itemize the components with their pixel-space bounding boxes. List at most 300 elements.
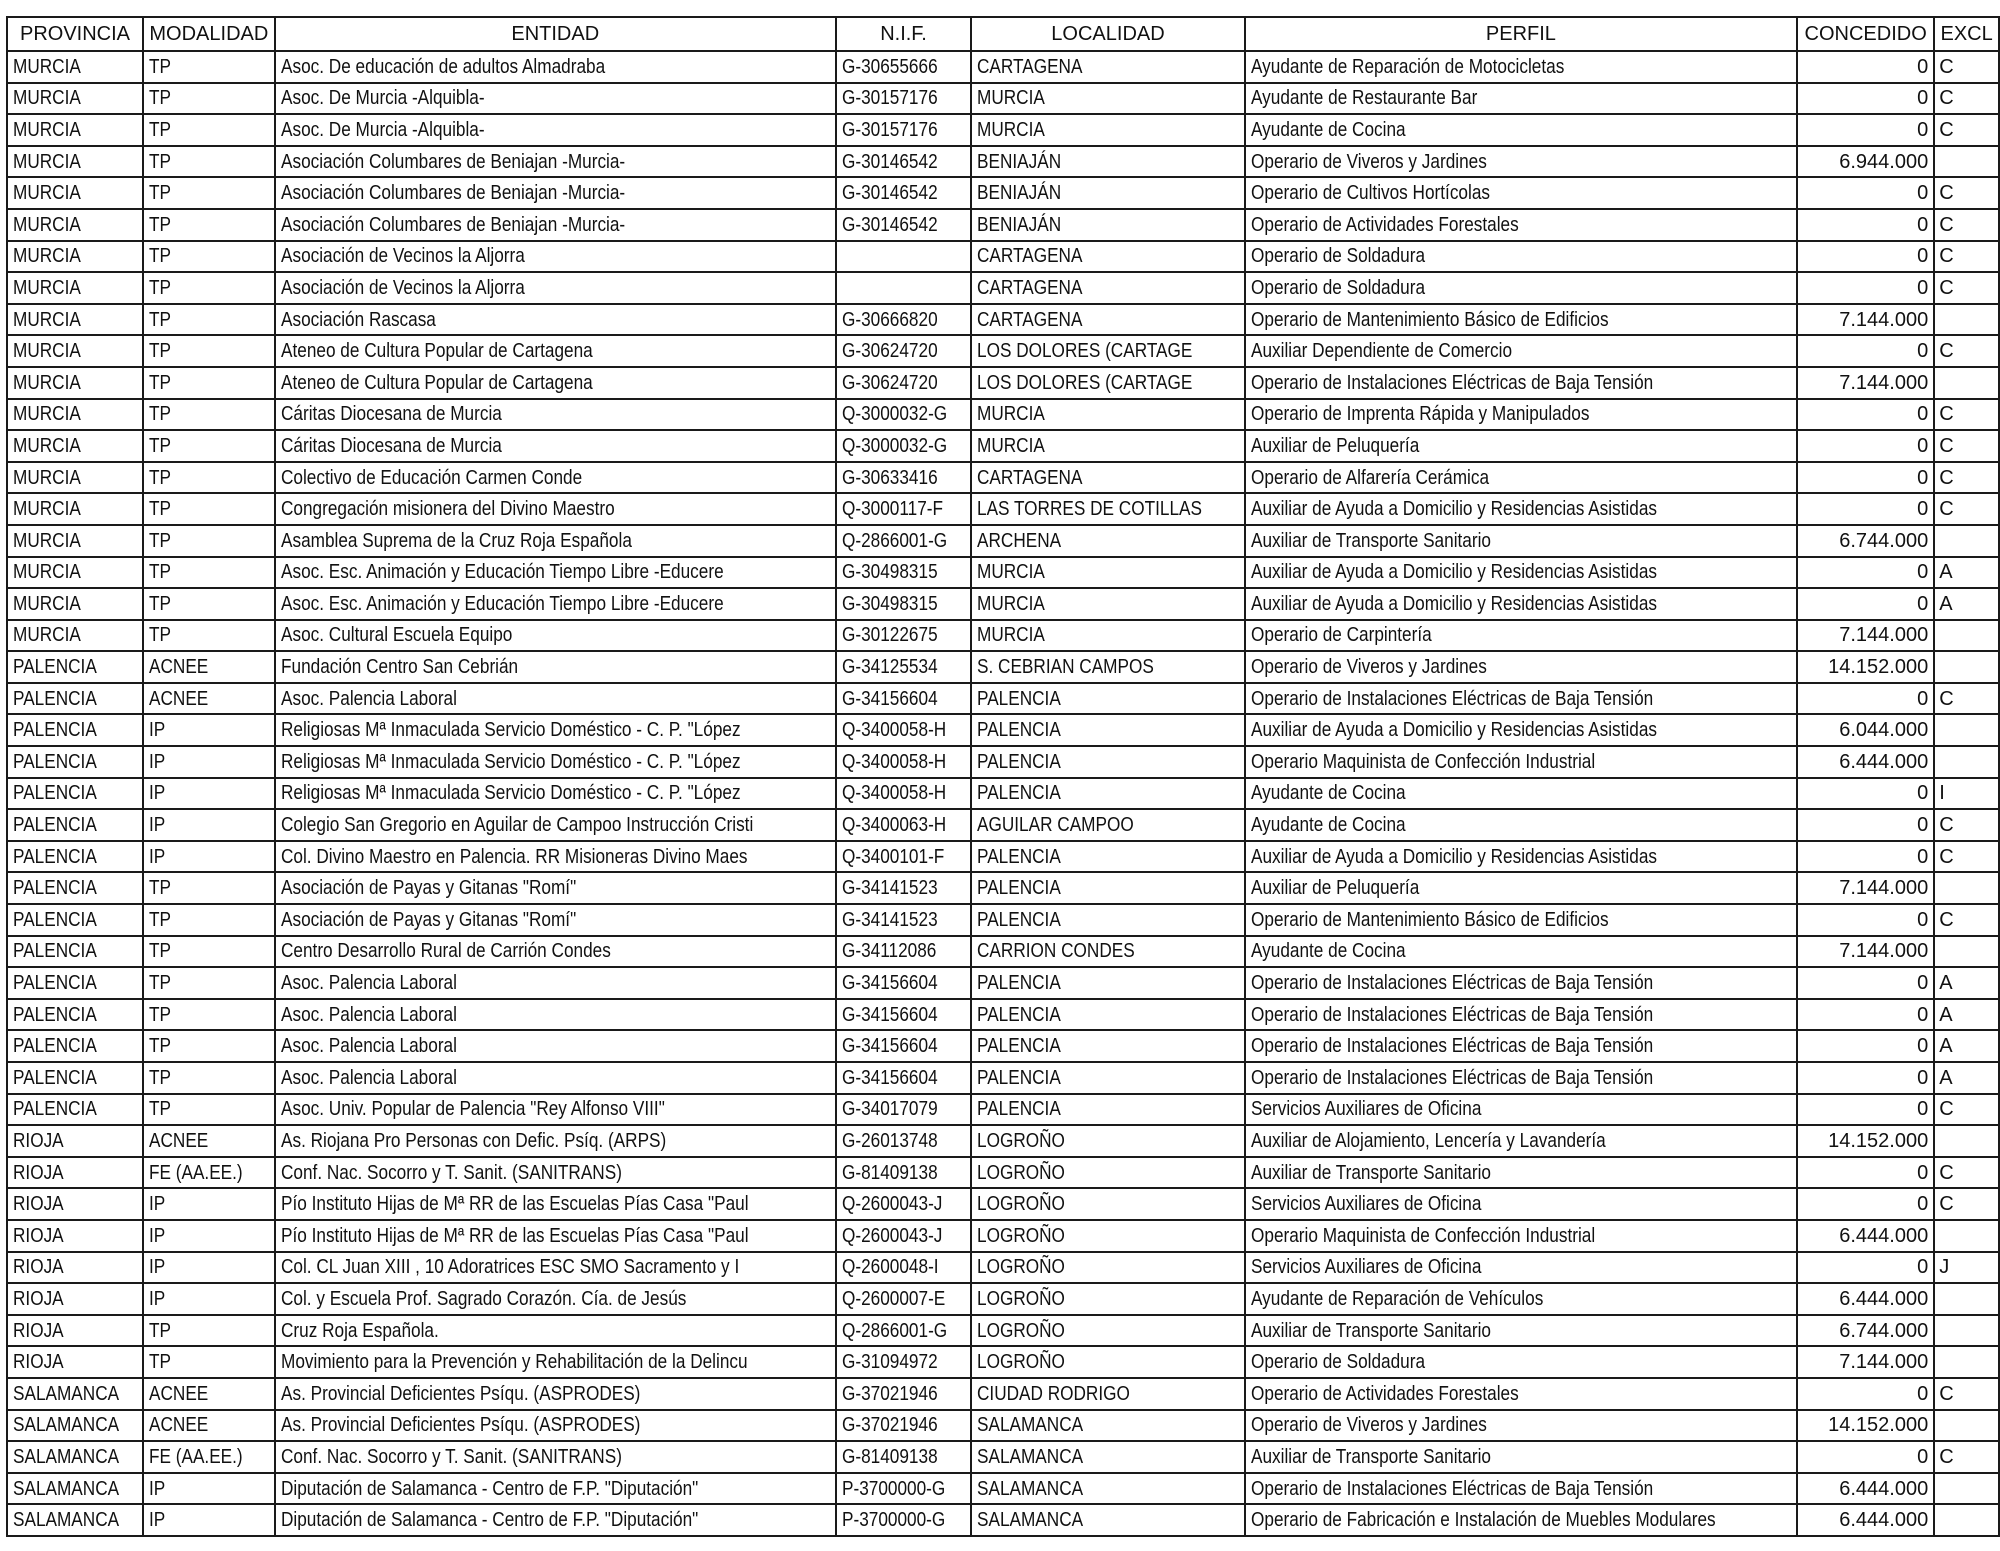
nif-value: Q-2600048-I (841, 1256, 939, 1279)
provincia-value: MURCIA (13, 561, 81, 584)
nif-value: G-30157176 (841, 118, 938, 141)
provincia-value: PALENCIA (13, 1066, 97, 1089)
provincia-value: MURCIA (13, 308, 81, 331)
concedido-value: 0 (1917, 118, 1929, 141)
modalidad-value: TP (149, 466, 171, 489)
modalidad-cell (143, 51, 275, 83)
localidad-value: BENIAJÁN (977, 213, 1062, 236)
localidad-value: PALENCIA (977, 1035, 1062, 1058)
excl-cell (1934, 904, 1999, 936)
concedido-cell (1797, 1473, 1934, 1505)
nif-value: Q-2866001-G (841, 529, 948, 552)
header-entidad: ENTIDAD (275, 17, 836, 51)
localidad-value: LAS TORRES DE COTILLAS (977, 498, 1203, 521)
perfil-value: Operario de Instalaciones Eléctricas de Baja Tensión (1250, 1477, 1653, 1500)
provincia-value: PALENCIA (13, 687, 97, 710)
provincia-value: PALENCIA (13, 750, 97, 773)
localidad-value: LOGROÑO (977, 1161, 1066, 1184)
excl-value: C (1939, 1098, 1954, 1121)
localidad-value: LOGROÑO (977, 1319, 1066, 1342)
excl-cell (1934, 1252, 1999, 1284)
concedido-cell (1797, 620, 1934, 652)
table-row (7, 209, 1999, 241)
concedido-cell (1797, 936, 1934, 968)
entidad-cell (275, 209, 836, 241)
concedido-value: 7.144.000 (1839, 1351, 1929, 1374)
entidad-cell (275, 462, 836, 494)
entidad-value: Cáritas Diocesana de Murcia (280, 434, 502, 457)
concedido-value: 0 (1917, 1035, 1929, 1058)
nif-cell (836, 841, 971, 873)
localidad-cell (971, 209, 1245, 241)
modalidad-value: ACNEE (149, 656, 209, 679)
excl-cell (1934, 241, 1999, 273)
excl-value: C (1939, 908, 1954, 931)
concedido-value: 0 (1917, 1382, 1929, 1405)
localidad-cell (971, 936, 1245, 968)
table-body (7, 51, 1999, 1536)
localidad-value: PALENCIA (977, 972, 1062, 995)
modalidad-value: TP (149, 182, 171, 205)
provincia-cell (7, 1094, 143, 1126)
nif-value: Q-3000117-F (841, 498, 943, 521)
entidad-value: Asoc. De Murcia -Alquibla- (280, 118, 485, 141)
table-row (7, 1094, 1999, 1126)
localidad-value: LOGROÑO (977, 1193, 1066, 1216)
perfil-value: Ayudante de Restaurante Bar (1250, 87, 1478, 110)
nif-value: G-30146542 (841, 150, 938, 173)
localidad-cell (971, 114, 1245, 146)
nif-cell (836, 620, 971, 652)
localidad-value: SALAMANCA (977, 1414, 1084, 1437)
modalidad-value: IP (149, 814, 166, 837)
table-row (7, 1346, 1999, 1378)
localidad-value: PALENCIA (977, 750, 1062, 773)
nif-cell (836, 367, 971, 399)
perfil-value: Operario de Viveros y Jardines (1250, 150, 1487, 173)
perfil-value: Auxiliar de Peluquería (1250, 434, 1420, 457)
concedido-value: 14.152.000 (1828, 1129, 1929, 1152)
entidad-cell (275, 588, 836, 620)
modalidad-cell (143, 209, 275, 241)
perfil-value: Auxiliar de Transporte Sanitario (1250, 1445, 1491, 1468)
entidad-cell (275, 1252, 836, 1284)
localidad-cell (971, 1410, 1245, 1442)
table-row (7, 683, 1999, 715)
provincia-cell (7, 557, 143, 589)
table-row (7, 430, 1999, 462)
concedido-cell (1797, 399, 1934, 431)
excl-cell (1934, 146, 1999, 178)
entidad-cell (275, 841, 836, 873)
entidad-value: Asoc. Palencia Laboral (280, 1035, 457, 1058)
localidad-cell (971, 967, 1245, 999)
concedido-value: 7.144.000 (1839, 624, 1929, 647)
provincia-value: PALENCIA (13, 908, 97, 931)
localidad-cell (971, 872, 1245, 904)
nif-cell (836, 1315, 971, 1347)
localidad-cell (971, 588, 1245, 620)
concedido-value: 0 (1917, 434, 1929, 457)
concedido-cell (1797, 1283, 1934, 1315)
entidad-value: Asociación Columbares de Beniajan -Murcia- (280, 213, 625, 236)
perfil-cell (1245, 936, 1797, 968)
entidad-value: Religiosas Mª Inmaculada Servicio Doméstico - C. P. "López (280, 719, 741, 742)
concedido-cell (1797, 146, 1934, 178)
provincia-value: RIOJA (13, 1287, 64, 1310)
provincia-cell (7, 525, 143, 557)
concedido-cell (1797, 967, 1934, 999)
perfil-cell (1245, 493, 1797, 525)
provincia-value: PALENCIA (13, 1098, 97, 1121)
provincia-cell (7, 83, 143, 115)
excl-cell (1934, 967, 1999, 999)
nif-cell (836, 1188, 971, 1220)
localidad-value: MURCIA (977, 403, 1046, 426)
perfil-cell (1245, 1062, 1797, 1094)
excl-cell (1934, 1220, 1999, 1252)
localidad-cell (971, 809, 1245, 841)
concedido-value: 0 (1917, 814, 1929, 837)
header-excl: EXCL (1934, 17, 1999, 51)
table-row (7, 367, 1999, 399)
localidad-value: PALENCIA (977, 1003, 1062, 1026)
modalidad-cell (143, 272, 275, 304)
entidad-value: Asoc. Palencia Laboral (280, 1003, 457, 1026)
provincia-cell (7, 1346, 143, 1378)
localidad-cell (971, 746, 1245, 778)
localidad-cell (971, 1188, 1245, 1220)
provincia-value: PALENCIA (13, 814, 97, 837)
entidad-cell (275, 304, 836, 336)
provincia-cell (7, 809, 143, 841)
modalidad-value: TP (149, 940, 171, 963)
provincia-value: MURCIA (13, 466, 81, 489)
excl-value: A (1939, 1035, 1953, 1058)
localidad-value: LOGROÑO (977, 1256, 1066, 1279)
excl-cell (1934, 651, 1999, 683)
localidad-value: SALAMANCA (977, 1509, 1084, 1532)
localidad-cell (971, 1473, 1245, 1505)
modalidad-value: TP (149, 529, 171, 552)
localidad-cell (971, 1030, 1245, 1062)
modalidad-cell (143, 114, 275, 146)
nif-value: G-30157176 (841, 87, 938, 110)
table-row (7, 177, 1999, 209)
localidad-cell (971, 1220, 1245, 1252)
nif-value: G-26013748 (841, 1129, 938, 1152)
nif-value: G-30624720 (841, 340, 938, 363)
entidad-cell (275, 1473, 836, 1505)
table-row (7, 936, 1999, 968)
table-row (7, 1504, 1999, 1536)
entidad-cell (275, 904, 836, 936)
perfil-value: Auxiliar de Ayuda a Domicilio y Residencias Asistidas (1250, 498, 1657, 521)
provincia-value: SALAMANCA (13, 1477, 120, 1500)
nif-cell (836, 714, 971, 746)
entidad-cell (275, 399, 836, 431)
excl-cell (1934, 620, 1999, 652)
entidad-cell (275, 1062, 836, 1094)
excl-cell (1934, 462, 1999, 494)
table-row (7, 1030, 1999, 1062)
nif-value: G-30146542 (841, 182, 938, 205)
entidad-value: As. Riojana Pro Personas con Defic. Psíq. (ARPS) (280, 1129, 666, 1152)
modalidad-value: TP (149, 213, 171, 236)
excl-cell (1934, 809, 1999, 841)
perfil-value: Ayudante de Cocina (1250, 814, 1406, 837)
modalidad-value: TP (149, 276, 171, 299)
localidad-value: PALENCIA (977, 782, 1062, 805)
modalidad-cell (143, 1094, 275, 1126)
provincia-value: MURCIA (13, 213, 81, 236)
perfil-cell (1245, 272, 1797, 304)
perfil-value: Operario de Fabricación e Instalación de Muebles Modulares (1250, 1509, 1716, 1532)
provincia-cell (7, 399, 143, 431)
entidad-cell (275, 620, 836, 652)
table-row (7, 83, 1999, 115)
localidad-cell (971, 1062, 1245, 1094)
provincia-cell (7, 936, 143, 968)
provincia-value: MURCIA (13, 276, 81, 299)
modalidad-value: FE (AA.EE.) (149, 1161, 243, 1184)
modalidad-cell (143, 1346, 275, 1378)
excl-cell (1934, 1346, 1999, 1378)
concedido-value: 0 (1917, 845, 1929, 868)
localidad-value: AGUILAR CAMPOO (977, 814, 1134, 837)
modalidad-value: TP (149, 308, 171, 331)
modalidad-value: IP (149, 1477, 166, 1500)
provincia-cell (7, 746, 143, 778)
localidad-cell (971, 462, 1245, 494)
perfil-value: Operario de Mantenimiento Básico de Edificios (1250, 908, 1609, 931)
concedido-cell (1797, 746, 1934, 778)
provincia-cell (7, 683, 143, 715)
modalidad-cell (143, 1504, 275, 1536)
provincia-cell (7, 1473, 143, 1505)
table-row (7, 1441, 1999, 1473)
entidad-value: Conf. Nac. Socorro y T. Sanit. (SANITRANS) (280, 1161, 622, 1184)
perfil-cell (1245, 714, 1797, 746)
modalidad-cell (143, 493, 275, 525)
concedido-cell (1797, 1378, 1934, 1410)
entidad-cell (275, 114, 836, 146)
perfil-cell (1245, 904, 1797, 936)
perfil-value: Operario de Instalaciones Eléctricas de Baja Tensión (1250, 371, 1653, 394)
modalidad-value: IP (149, 1287, 166, 1310)
localidad-value: PALENCIA (977, 877, 1062, 900)
modalidad-cell (143, 1062, 275, 1094)
provincia-cell (7, 1125, 143, 1157)
excl-cell (1934, 335, 1999, 367)
excl-value: J (1939, 1256, 1950, 1279)
modalidad-cell (143, 936, 275, 968)
provincia-cell (7, 651, 143, 683)
modalidad-value: TP (149, 972, 171, 995)
concedido-value: 0 (1917, 245, 1929, 268)
header-row (7, 17, 1999, 51)
concedido-cell (1797, 999, 1934, 1031)
perfil-cell (1245, 841, 1797, 873)
table-row (7, 146, 1999, 178)
perfil-value: Operario de Instalaciones Eléctricas de Baja Tensión (1250, 1066, 1653, 1089)
provincia-value: MURCIA (13, 182, 81, 205)
localidad-cell (971, 51, 1245, 83)
perfil-cell (1245, 746, 1797, 778)
provincia-value: SALAMANCA (13, 1509, 120, 1532)
perfil-value: Operario de Imprenta Rápida y Manipulados (1250, 403, 1590, 426)
concedido-cell (1797, 1157, 1934, 1189)
excl-value: C (1939, 87, 1954, 110)
modalidad-value: TP (149, 1035, 171, 1058)
provincia-cell (7, 1378, 143, 1410)
localidad-cell (971, 367, 1245, 399)
perfil-cell (1245, 1157, 1797, 1189)
excl-cell (1934, 1441, 1999, 1473)
modalidad-value: TP (149, 1351, 171, 1374)
nif-value: Q-3000032-G (841, 403, 948, 426)
perfil-cell (1245, 651, 1797, 683)
perfil-value: Ayudante de Cocina (1250, 940, 1406, 963)
nif-cell (836, 588, 971, 620)
nif-value: G-31094972 (841, 1351, 938, 1374)
concedido-cell (1797, 651, 1934, 683)
table-row (7, 841, 1999, 873)
concedido-cell (1797, 778, 1934, 810)
nif-value: G-34156604 (841, 1003, 938, 1026)
provincia-value: MURCIA (13, 87, 81, 110)
localidad-cell (971, 1157, 1245, 1189)
entidad-value: Diputación de Salamanca - Centro de F.P. "Diputación" (280, 1509, 698, 1532)
perfil-cell (1245, 51, 1797, 83)
entidad-value: Asoc. Cultural Escuela Equipo (280, 624, 513, 647)
nif-value: G-34125534 (841, 656, 938, 679)
grants-table (6, 16, 2000, 1537)
concedido-value: 0 (1917, 403, 1929, 426)
localidad-cell (971, 83, 1245, 115)
perfil-value: Auxiliar de Transporte Sanitario (1250, 529, 1491, 552)
table-row (7, 272, 1999, 304)
perfil-cell (1245, 967, 1797, 999)
excl-cell (1934, 1125, 1999, 1157)
modalidad-cell (143, 525, 275, 557)
modalidad-cell (143, 841, 275, 873)
nif-cell (836, 1220, 971, 1252)
modalidad-cell (143, 177, 275, 209)
localidad-cell (971, 1094, 1245, 1126)
nif-cell (836, 335, 971, 367)
entidad-cell (275, 557, 836, 589)
excl-cell (1934, 114, 1999, 146)
modalidad-value: TP (149, 624, 171, 647)
modalidad-cell (143, 462, 275, 494)
concedido-cell (1797, 809, 1934, 841)
excl-cell (1934, 778, 1999, 810)
excl-cell (1934, 557, 1999, 589)
modalidad-cell (143, 1157, 275, 1189)
localidad-value: SALAMANCA (977, 1477, 1084, 1500)
nif-value: G-34141523 (841, 908, 938, 931)
excl-cell (1934, 683, 1999, 715)
localidad-value: PALENCIA (977, 908, 1062, 931)
modalidad-value: ACNEE (149, 1414, 209, 1437)
modalidad-value: TP (149, 1098, 171, 1121)
concedido-cell (1797, 83, 1934, 115)
excl-cell (1934, 177, 1999, 209)
concedido-cell (1797, 177, 1934, 209)
provincia-value: PALENCIA (13, 972, 97, 995)
localidad-cell (971, 430, 1245, 462)
modalidad-cell (143, 872, 275, 904)
nif-cell (836, 83, 971, 115)
localidad-cell (971, 493, 1245, 525)
nif-cell (836, 241, 971, 273)
provincia-cell (7, 367, 143, 399)
provincia-cell (7, 904, 143, 936)
header-perfil: PERFIL (1245, 17, 1797, 51)
provincia-cell (7, 1441, 143, 1473)
provincia-cell (7, 1252, 143, 1284)
table-row (7, 493, 1999, 525)
perfil-value: Auxiliar de Ayuda a Domicilio y Residencias Asistidas (1250, 561, 1657, 584)
entidad-cell (275, 1157, 836, 1189)
concedido-value: 7.144.000 (1839, 371, 1929, 394)
perfil-cell (1245, 83, 1797, 115)
perfil-value: Auxiliar de Ayuda a Domicilio y Residencias Asistidas (1250, 719, 1657, 742)
excl-value: C (1939, 687, 1954, 710)
excl-value: C (1939, 182, 1954, 205)
concedido-cell (1797, 1315, 1934, 1347)
perfil-value: Auxiliar de Transporte Sanitario (1250, 1319, 1491, 1342)
provincia-value: PALENCIA (13, 656, 97, 679)
perfil-value: Operario de Soldadura (1250, 1351, 1425, 1374)
localidad-value: CARTAGENA (977, 55, 1083, 78)
excl-cell (1934, 999, 1999, 1031)
concedido-value: 0 (1917, 782, 1929, 805)
nif-value: Q-3400058-H (841, 782, 947, 805)
excl-cell (1934, 272, 1999, 304)
provincia-cell (7, 1410, 143, 1442)
provincia-cell (7, 778, 143, 810)
nif-cell (836, 1283, 971, 1315)
localidad-value: SALAMANCA (977, 1445, 1084, 1468)
modalidad-cell (143, 241, 275, 273)
excl-value: C (1939, 1161, 1954, 1184)
perfil-value: Auxiliar de Ayuda a Domicilio y Residencias Asistidas (1250, 592, 1657, 615)
nif-cell (836, 114, 971, 146)
perfil-cell (1245, 367, 1797, 399)
modalidad-cell (143, 304, 275, 336)
provincia-value: RIOJA (13, 1319, 64, 1342)
concedido-cell (1797, 841, 1934, 873)
entidad-value: Col. Divino Maestro en Palencia. RR Misioneras Divino Maes (280, 845, 748, 868)
provincia-value: MURCIA (13, 592, 81, 615)
entidad-value: Pío Instituto Hijas de Mª RR de las Escuelas Pías Casa "Paul (280, 1224, 749, 1247)
perfil-value: Servicios Auxiliares de Oficina (1250, 1193, 1482, 1216)
perfil-value: Ayudante de Reparación de Vehículos (1250, 1287, 1544, 1310)
modalidad-cell (143, 620, 275, 652)
excl-cell (1934, 746, 1999, 778)
provincia-cell (7, 620, 143, 652)
modalidad-value: TP (149, 150, 171, 173)
concedido-value: 7.144.000 (1839, 940, 1929, 963)
concedido-cell (1797, 430, 1934, 462)
localidad-value: PALENCIA (977, 845, 1062, 868)
provincia-cell (7, 272, 143, 304)
nif-cell (836, 209, 971, 241)
table-row (7, 1125, 1999, 1157)
provincia-value: RIOJA (13, 1193, 64, 1216)
